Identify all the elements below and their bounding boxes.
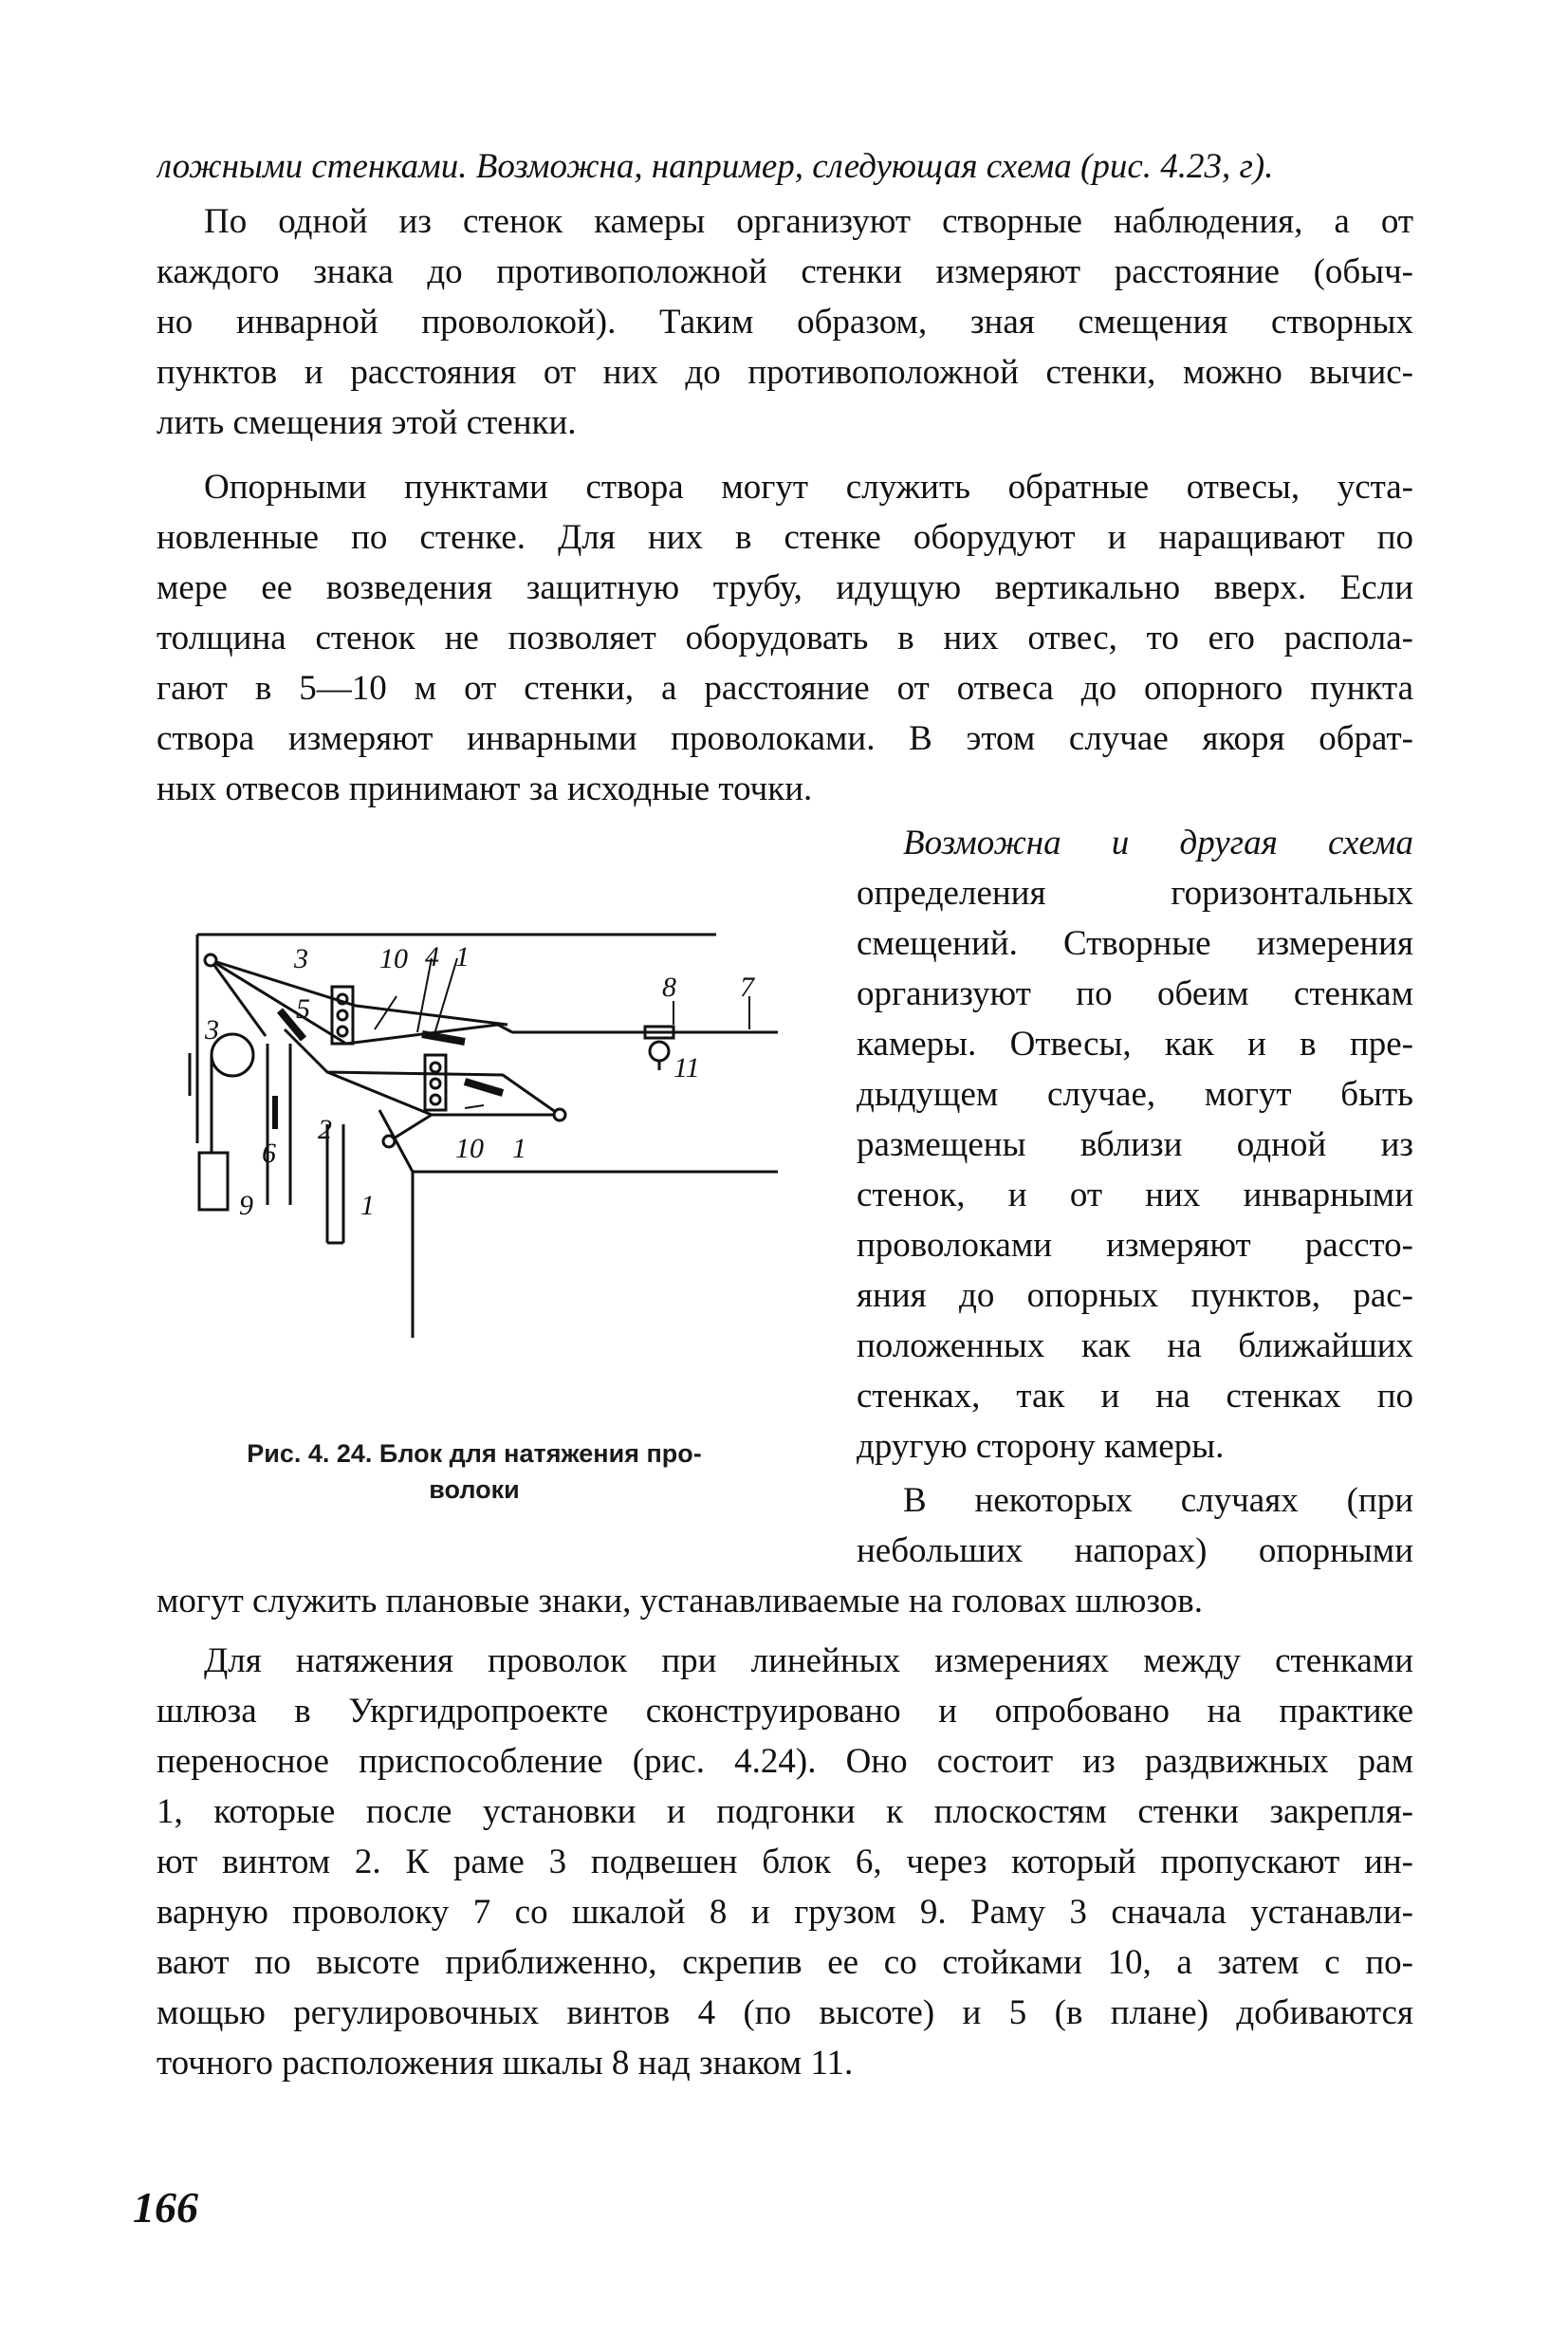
figure-tension-block: [180, 901, 787, 1347]
text-line: точного расположения шкалы 8 над знаком 11.: [157, 2044, 854, 2083]
text-line: размещены вблизи одной из: [857, 1125, 1413, 1164]
label-10-lower: 10: [455, 1133, 484, 1164]
label-9: 9: [239, 1190, 253, 1221]
text-line: шлюза в Укргидропроекте сконструировано и опробовано на практике: [157, 1692, 1413, 1731]
text-line: мере ее возведения защитную трубу, идущую вертикально вверх. Если: [157, 568, 1413, 607]
text-line: но инварной проволокой). Таким образом, зная смещения створных: [157, 303, 1413, 342]
label-6: 6: [262, 1138, 276, 1169]
label-11: 11: [673, 1052, 700, 1083]
text-line: положенных как на ближайших: [857, 1326, 1413, 1365]
upright-hole: [431, 1095, 440, 1104]
label-10: 10: [379, 943, 408, 974]
text-line: переносное приспособление (рис. 4.24). Оно состоит из раздвижных рам: [157, 1742, 1413, 1781]
frame-3-pivot: [205, 954, 216, 966]
text-line: створа измеряют инварными проволоками. В этом случае якоря обрат-: [157, 719, 1413, 758]
text-line: яния до опорных пунктов, рас-: [857, 1276, 1413, 1315]
text-line: дыдущем случае, могут быть: [857, 1075, 1413, 1114]
text-line: каждого знака до противоположной стенки измеряют расстояние (обыч-: [157, 252, 1413, 291]
text-line: пунктов и расстояния от них до противоположной стенки, можно вычис-: [157, 353, 1413, 392]
upright-hole: [338, 994, 347, 1004]
figure-caption-cont: волоки: [429, 1475, 520, 1504]
label-8: 8: [662, 972, 676, 1003]
text-line: небольших напорах) опорными: [857, 1531, 1413, 1570]
frame-1-pivot-2: [383, 1136, 395, 1147]
label-2: 2: [318, 1114, 332, 1145]
upright-hole: [338, 1027, 347, 1036]
text-line: смещений. Створные измерения: [857, 924, 1413, 963]
text-line: Опорными пунктами створа могут служить обратные отвесы, уста-: [204, 468, 1413, 507]
label-3: 3: [294, 943, 308, 974]
text-line: 1, которые после установки и подгонки к плоскостям стенки закрепля-: [157, 1792, 1413, 1831]
screw-4: [422, 1034, 465, 1042]
text-line: В некоторых случаях (при: [903, 1481, 1413, 1520]
text-line: могут служить плановые знаки, устанавливаемые на головах шлюзов.: [157, 1582, 1203, 1620]
text-line: лить смещения этой стенки.: [157, 403, 577, 442]
screw-5-lower: [465, 1082, 503, 1093]
label-1-post: 1: [360, 1190, 375, 1221]
label-7: 7: [740, 972, 754, 1003]
text-line: ют винтом 2. К раме 3 подвешен блок 6, через который пропускают ин-: [157, 1843, 1413, 1881]
text-line: гают в 5—10 м от стенки, а расстояние от отвеса до опорного пункта: [157, 669, 1413, 708]
text-line: По одной из стенок камеры организуют створные наблюдения, а от: [204, 202, 1413, 241]
label-4: 4: [425, 941, 439, 972]
text-line: новленные по стенке. Для них в стенке оборудуют и наращивают по: [157, 518, 1413, 557]
text-line: организуют по обеим стенкам: [857, 974, 1413, 1013]
text-line: камеры. Отвесы, как и в пре-: [857, 1025, 1413, 1064]
upright-hole: [338, 1010, 347, 1020]
figure-caption: Рис. 4. 24. Блок для натяжения про-: [247, 1439, 702, 1468]
mark-11: [650, 1042, 669, 1061]
upright-hole: [431, 1079, 440, 1088]
page-number: 166: [133, 2183, 198, 2232]
text-line: вают по высоте приближенно, скрепив ее со стойками 10, а затем с по-: [157, 1943, 1413, 1982]
frame-1-pivot: [554, 1109, 565, 1120]
frame-1-brace: [327, 1072, 432, 1115]
frame-3-arm: [211, 960, 512, 1044]
text-line: варную проволоку 7 со шкалой 8 и грузом 9. Раму 3 сначала устанавли-: [157, 1893, 1413, 1932]
weight-9: [199, 1153, 228, 1210]
label-5: 5: [296, 993, 310, 1025]
label-3-side: 3: [205, 1014, 219, 1046]
text-line: проволоками измеряют рассто-: [857, 1226, 1413, 1265]
text-line: Возможна и другая схема: [903, 824, 1413, 862]
text-line: ных отвесов принимают за исходные точки.: [157, 769, 813, 808]
text-line: стенках, так и на стенках по: [857, 1377, 1413, 1416]
text-line: Для натяжения проволок при линейных измерениях между стенками: [204, 1641, 1413, 1680]
text-line: стенок, и от них инварными: [857, 1176, 1413, 1214]
upright-hole: [431, 1063, 440, 1072]
text-line: определения горизонтальных: [857, 874, 1413, 913]
label-1-lower: 1: [512, 1133, 526, 1164]
text-line: другую сторону камеры.: [857, 1427, 1225, 1466]
label-1: 1: [455, 941, 470, 972]
text-line: ложными стенками. Возможна, например, следующая схема (рис. 4.23, г).: [157, 147, 1274, 186]
text-line: мощью регулировочных винтов 4 (по высоте) и 5 (в плане) добиваются: [157, 1993, 1413, 2032]
text-line: толщина стенок не позволяет оборудовать в них отвес, то его распола-: [157, 619, 1413, 657]
